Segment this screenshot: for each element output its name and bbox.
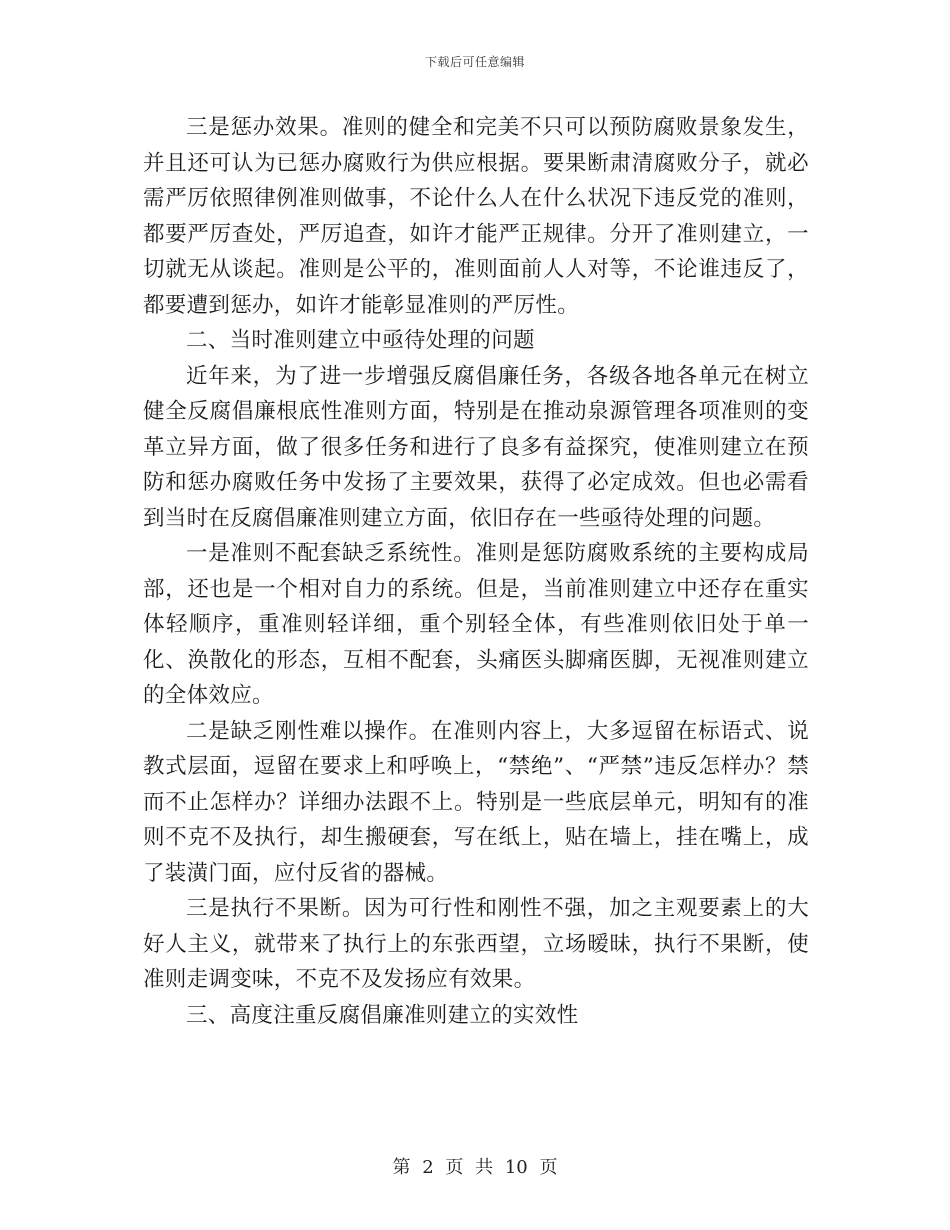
paragraph: 一是准则不配套缺乏系统性。准则是惩防腐败系统的主要构成局部，还也是一个相对自力的系统。但是，当前准则建立中还存在重实体轻顺序，重准则轻详细，重个别轻全体，有些准则依旧处于单一化、涣散化的形态，互相不配套，头痛医头脚痛医脚，无视准则建立的全体效应。	[143, 541, 809, 708]
paragraph: 近年来，为了进一步增强反腐倡廉任务，各级各地各单元在树立健全反腐倡廉根底性准则方面，特别是在推动泉源管理各项准则的变革立异方面，做了很多任务和进行了良多有益探究，使准则建立在预防和惩办腐败任务中发扬了主要效果，获得了必定成效。但也必需看到当时在反腐倡廉准则建立方面，依旧存在一些亟待处理的问题。	[143, 363, 809, 531]
paragraph: 三是执行不果断。因为可行性和刚性不强，加之主观要素上的大好人主义，就带来了执行上的东张西望，立场暧昧，执行不果断，使准则走调变味，不克不及发扬应有效果。	[143, 896, 809, 992]
paragraph: 二是缺乏刚性难以操作。在准则内容上，大多逗留在标语式、说教式层面，逗留在要求上和呼唤上，“禁绝”、“严禁”违反怎样办？禁而不止怎样办？详细办法跟不上。特别是一些底层单元，明知有的准则不克不及执行，却生搬硬套，写在纸上，贴在墙上，挂在嘴上，成了装潢门面，应付反省的器械。	[143, 718, 809, 886]
page-footer	[0, 1153, 950, 1179]
section-heading: 三、高度注重反腐倡廉准则建立的实效性	[186, 1002, 579, 1028]
paragraph: 三是惩办效果。准则的健全和完美不只可以预防腐败景象发生，并且还可认为已惩办腐败行为供应根据。要果断肃清腐败分子，就必需严厉依照律例准则做事，不论什么人在什么状况下违反党的准则，都要严厉查处，严厉追查，如许才能严正规律。分开了准则建立，一切就无从谈起。准则是公平的，准则面前人人对等，不论谁违反了，都要遭到惩办，如许才能彰显准则的严厉性。	[143, 115, 809, 318]
section-heading: 二、当时准则建立中亟待处理的问题	[186, 328, 535, 353]
document-body	[143, 110, 809, 1033]
page-header: 下载后可任意编辑	[424, 55, 525, 69]
page-number: 第 2 页 共 10 页	[392, 1157, 558, 1178]
